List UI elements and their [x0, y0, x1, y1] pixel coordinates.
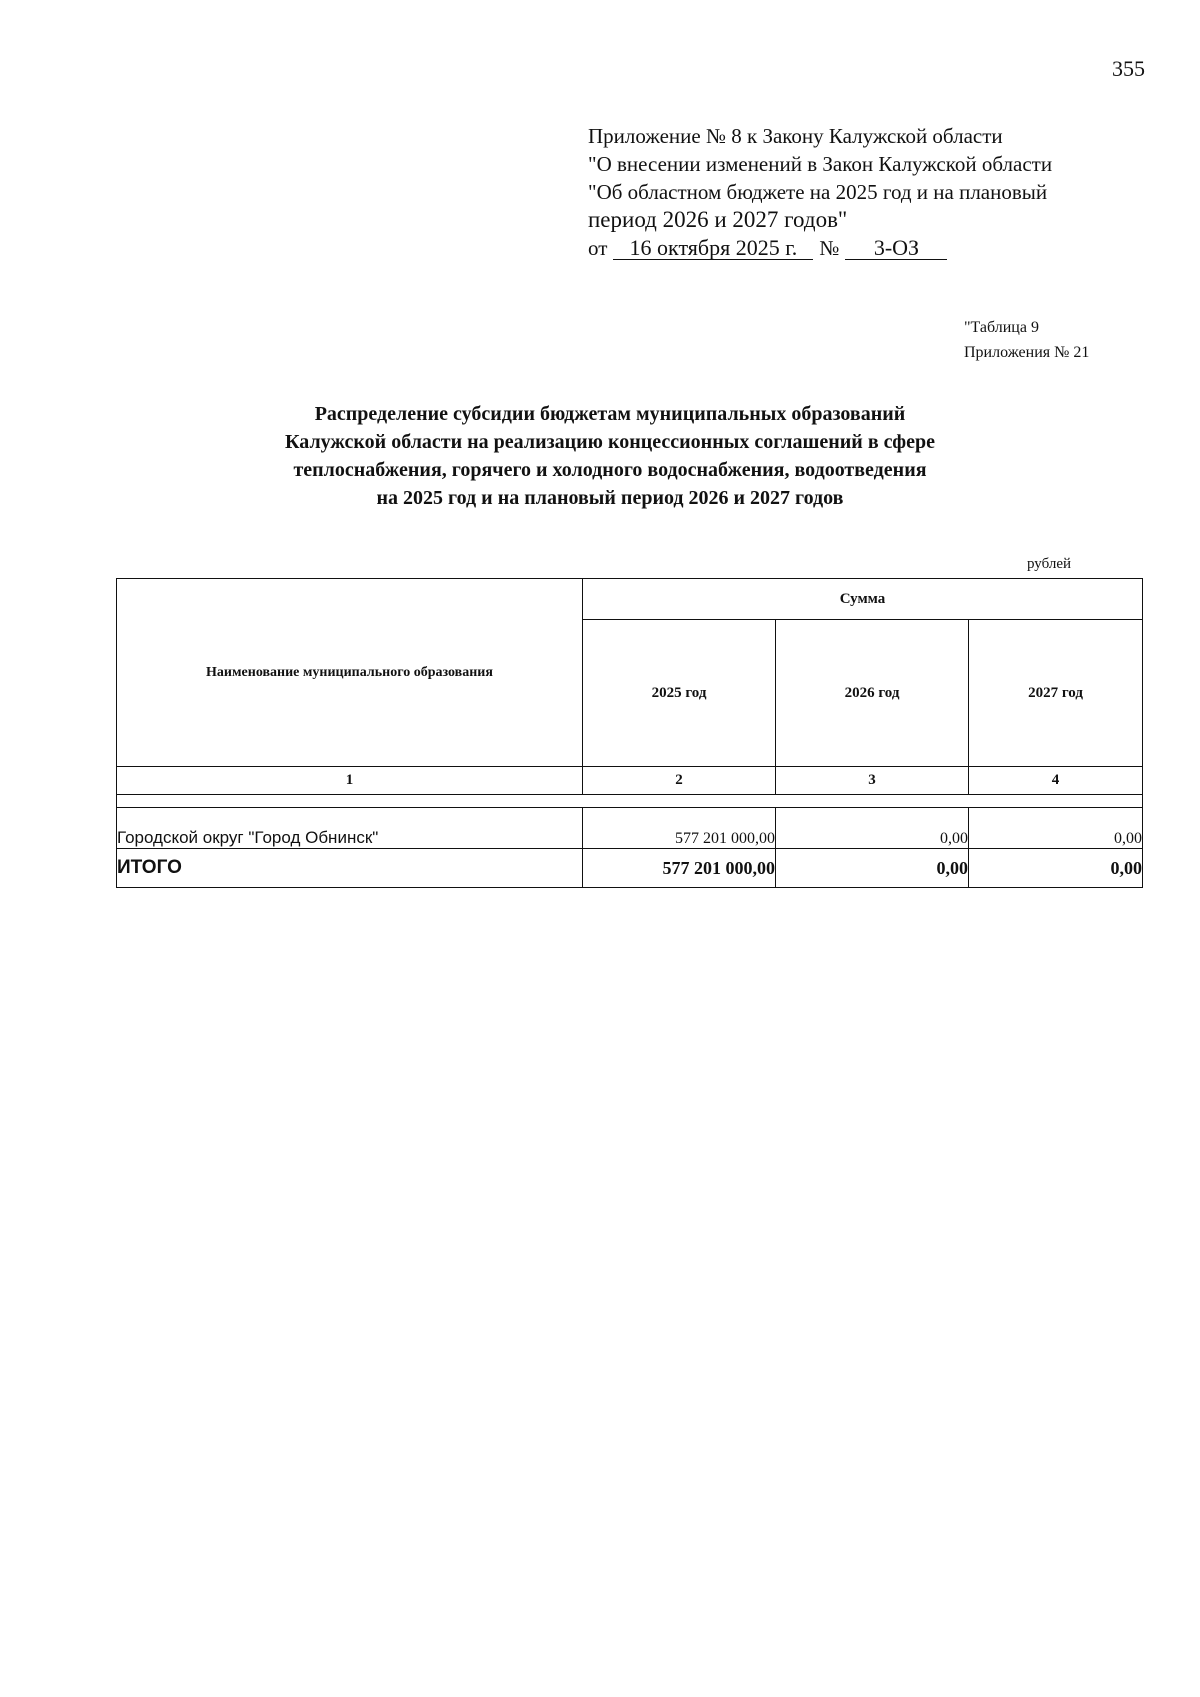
- title-line-1: Распределение субсидии бюджетам муниципальных образований: [314, 403, 906, 425]
- appendix-line-3: "Об областном бюджете на 2025 год и на плановый: [588, 180, 1048, 204]
- document-title: [230, 400, 990, 512]
- amount-2027: 0,00: [969, 808, 1143, 849]
- spacer-cell: [776, 795, 969, 808]
- sum-column-header: Сумма: [583, 579, 1143, 620]
- column-number: 3: [776, 767, 969, 795]
- column-number: 4: [969, 767, 1143, 795]
- subsidy-table: [116, 578, 1143, 888]
- table-reference: [964, 315, 1089, 365]
- column-number: 2: [583, 767, 776, 795]
- table-ref-line-2: Приложения № 21: [964, 344, 1090, 361]
- amount-2025: 577 201 000,00: [583, 808, 776, 849]
- page-number: 355: [1112, 56, 1145, 81]
- spacer-row: [117, 795, 1143, 808]
- table-row: [117, 808, 1143, 849]
- total-row: [117, 849, 1143, 888]
- appendix-line-1: Приложение № 8 к Закону Калужской области: [588, 124, 1003, 148]
- title-line-3: теплоснабжения, горячего и холодного водоснабжения, водоотведения: [293, 459, 927, 481]
- appendix-line-4: период 2026 и 2027 годов": [588, 207, 848, 232]
- from-label: от: [588, 236, 608, 260]
- total-2026: 0,00: [776, 849, 969, 888]
- spacer-cell: [117, 795, 583, 808]
- spacer-cell: [583, 795, 776, 808]
- column-number-row: [117, 767, 1143, 795]
- title-line-4: на 2025 год и на плановый период 2026 и 2027 годов: [376, 487, 844, 509]
- units-label: рублей: [1027, 556, 1072, 572]
- name-column-header: Наименование муниципального образования: [117, 579, 583, 767]
- appendix-line-2: "О внесении изменений в Закон Калужской области: [588, 152, 1053, 176]
- year-2027-header: 2027 год: [969, 620, 1143, 767]
- municipality-name: Городской округ "Город Обнинск": [117, 808, 583, 849]
- spacer-cell: [969, 795, 1143, 808]
- total-2027: 0,00: [969, 849, 1143, 888]
- total-2025: 577 201 000,00: [583, 849, 776, 888]
- table-ref-line-1: "Таблица 9: [964, 319, 1039, 336]
- year-2025-header: 2025 год: [583, 620, 776, 767]
- law-number: 3-ОЗ: [845, 237, 947, 260]
- appendix-date-line: [588, 234, 1108, 262]
- total-label: ИТОГО: [117, 849, 583, 888]
- title-line-2: Калужской области на реализацию концессионных соглашений в сфере: [285, 431, 935, 453]
- header-row-1: [117, 579, 1143, 620]
- appendix-header: [588, 122, 1108, 262]
- law-date: 16 октября 2025 г.: [613, 237, 813, 260]
- number-label: №: [819, 236, 840, 260]
- column-number: 1: [117, 767, 583, 795]
- amount-2026: 0,00: [776, 808, 969, 849]
- year-2026-header: 2026 год: [776, 620, 969, 767]
